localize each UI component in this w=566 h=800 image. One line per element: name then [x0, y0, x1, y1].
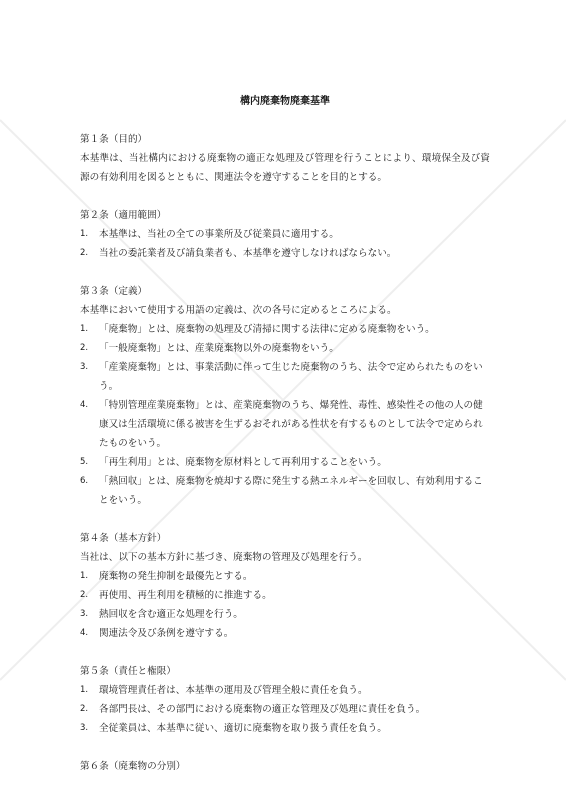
item-number: 2. — [80, 343, 89, 353]
article-heading: 第２条（適用範囲） — [80, 210, 167, 221]
article-paragraph: 本基準は、当社構内における廃棄物の適正な処理及び管理を行うことにより、環境保全及び資源の有効利用を図るとともに、関連法令を遵守することを目的とする。 — [80, 153, 490, 183]
item-number: 2. — [80, 248, 89, 258]
list-item — [80, 244, 490, 263]
item-number: 4. — [80, 628, 89, 638]
item-text: 「熱回収」とは、廃棄物を焼却する際に発生する熱エネルギーを回収し、有効利用することをいう。 — [99, 476, 483, 506]
item-text: 「特別管理産業廃棄物」とは、産業廃棄物のうち、爆発性、毒性、感染性その他の人の健康又は生活環境に係る被害を生ずるおそれがある性状を有するものとして法令で定められたものをいう。 — [99, 400, 483, 449]
item-number: 3. — [80, 723, 89, 733]
list-item — [80, 567, 490, 586]
article-item-list — [80, 567, 490, 643]
article-item-list — [80, 225, 490, 263]
item-number: 3. — [80, 609, 89, 619]
article-section — [80, 282, 490, 510]
item-text: 各部門長は、その部門における廃棄物の適正な管理及び処理に責任を負う。 — [99, 704, 426, 715]
item-number: 1. — [80, 229, 89, 239]
article-list — [80, 130, 490, 776]
article-heading: 第１条（目的） — [80, 134, 148, 145]
article-section — [80, 662, 490, 738]
item-number: 5. — [80, 457, 89, 467]
document-title: 構内廃棄物廃棄基準 — [240, 96, 330, 107]
item-number: 6. — [80, 476, 89, 486]
item-text: 本基準は、当社の全ての事業所及び従業員に適用する。 — [99, 229, 339, 240]
item-text: 全従業員は、本基準に従い、適切に廃棄物を取り扱う責任を負う。 — [99, 723, 387, 734]
list-item — [80, 624, 490, 643]
article-section — [80, 130, 490, 187]
article-heading: 第４条（基本方針） — [80, 533, 167, 544]
article-section — [80, 206, 490, 263]
item-number: 1. — [80, 685, 89, 695]
item-text: 再使用、再生利用を積極的に推進する。 — [99, 590, 272, 601]
list-item — [80, 320, 490, 339]
article-heading: 第５条（責任と権限） — [80, 666, 176, 677]
item-text: 熱回収を含む適正な処理を行う。 — [99, 609, 243, 620]
list-item — [80, 453, 490, 472]
list-item — [80, 396, 490, 453]
article-paragraph: 当社は、以下の基本方針に基づき、廃棄物の管理及び処理を行う。 — [80, 552, 368, 563]
article-item-list — [80, 681, 490, 738]
list-item — [80, 700, 490, 719]
article-section — [80, 757, 490, 776]
item-number: 1. — [80, 324, 89, 334]
item-number: 1. — [80, 571, 89, 581]
item-number: 2. — [80, 590, 89, 600]
document-body — [80, 92, 490, 795]
item-text: 環境管理責任者は、本基準の運用及び管理全般に責任を負う。 — [99, 685, 368, 696]
article-item-list — [80, 320, 490, 510]
item-text: 「一般廃棄物」とは、産業廃棄物以外の廃棄物をいう。 — [99, 343, 339, 354]
list-item — [80, 339, 490, 358]
item-number: 4. — [80, 400, 89, 410]
article-section — [80, 529, 490, 643]
item-text: 廃棄物の発生抑制を最優先とする。 — [99, 571, 253, 582]
list-item — [80, 358, 490, 396]
list-item — [80, 472, 490, 510]
item-text: 当社の委託業者及び請負業者も、本基準を遵守しなければならない。 — [99, 248, 397, 259]
article-paragraph: 本基準において使用する用語の定義は、次の各号に定めるところによる。 — [80, 305, 397, 316]
item-number: 3. — [80, 362, 89, 372]
article-heading: 第６条（廃棄物の分別） — [80, 761, 186, 772]
item-text: 「産業廃棄物」とは、事業活動に伴って生じた廃棄物のうち、法令で定められたものをいう。 — [99, 362, 483, 392]
item-text: 「再生利用」とは、廃棄物を原材料として再利用することをいう。 — [99, 457, 387, 468]
list-item — [80, 719, 490, 738]
list-item — [80, 586, 490, 605]
item-number: 2. — [80, 704, 89, 714]
item-text: 「廃棄物」とは、廃棄物の処理及び清掃に関する法律に定める廃棄物をいう。 — [99, 324, 435, 335]
list-item — [80, 225, 490, 244]
item-text: 関連法令及び条例を遵守する。 — [99, 628, 234, 639]
article-heading: 第３条（定義） — [80, 286, 148, 297]
list-item — [80, 681, 490, 700]
list-item — [80, 605, 490, 624]
